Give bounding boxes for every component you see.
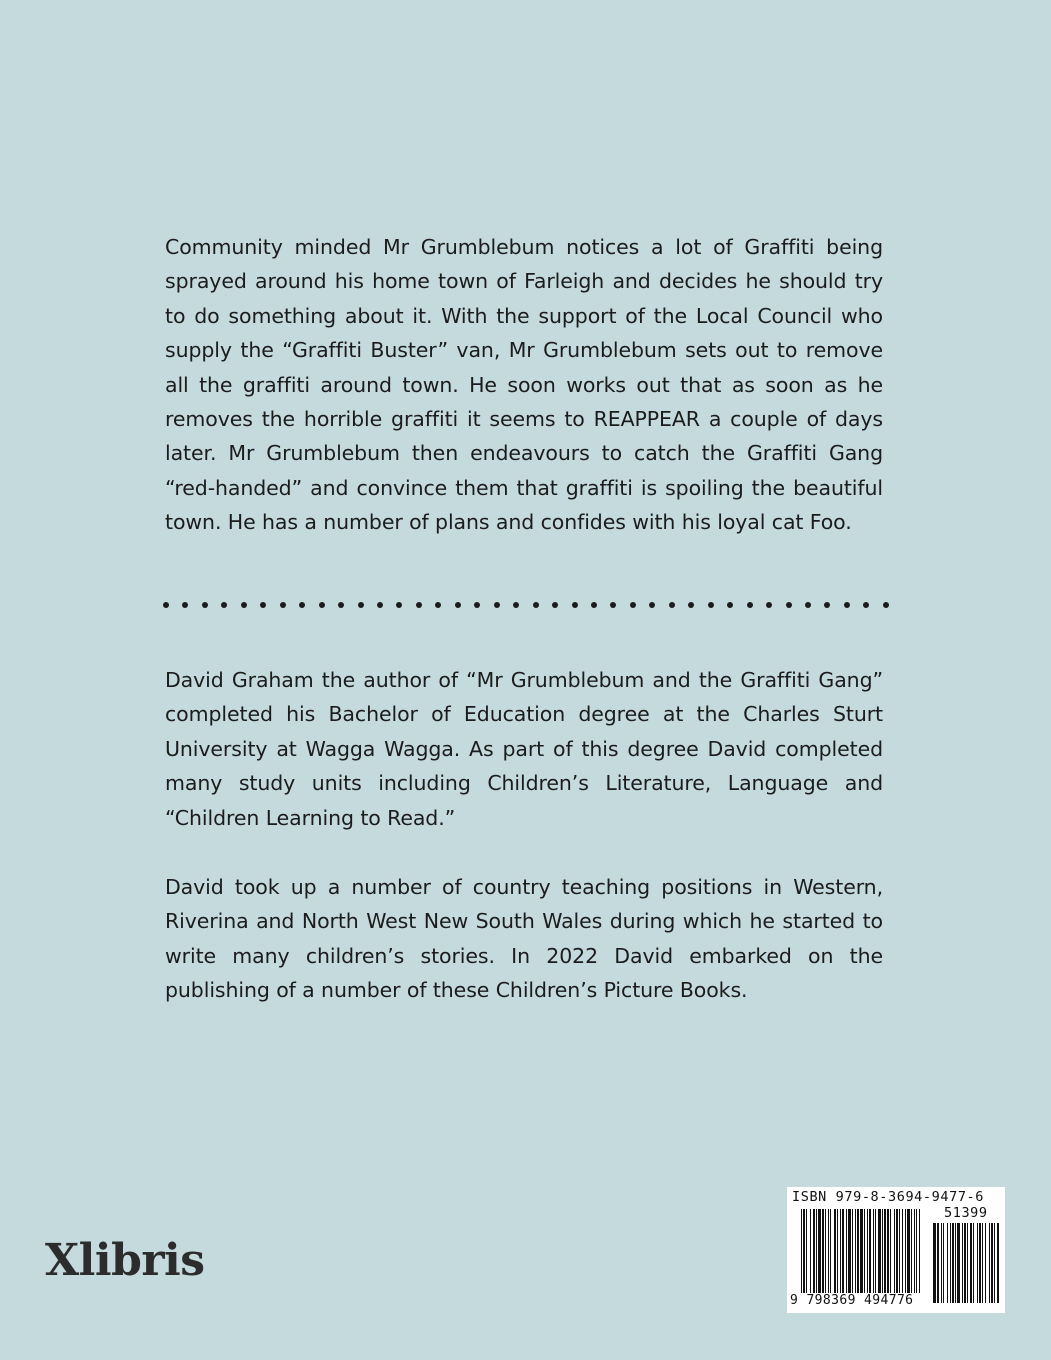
- author-bio-block-2: [165, 870, 883, 1008]
- barcode-bar: [806, 1209, 807, 1293]
- divider-dot: [747, 602, 753, 608]
- barcode-bar: [873, 1209, 874, 1293]
- barcode-addon-bar: [967, 1223, 968, 1303]
- divider-dot: [377, 602, 383, 608]
- barcode-bar: [907, 1209, 910, 1293]
- barcode-bar: [875, 1209, 876, 1293]
- divider-dot: [338, 602, 344, 608]
- barcode-bar: [860, 1209, 863, 1293]
- barcode-addon-bar: [970, 1223, 972, 1303]
- barcode-bar: [902, 1209, 903, 1293]
- barcode-addon-bar: [977, 1223, 978, 1303]
- barcode-addon-bar: [982, 1223, 983, 1303]
- barcode-bar: [855, 1209, 856, 1293]
- barcode-bar: [822, 1209, 824, 1293]
- barcode-bar: [810, 1209, 811, 1293]
- barcode-bar: [884, 1209, 886, 1293]
- barcode-addon-bar: [937, 1223, 939, 1303]
- barcode-bar: [830, 1209, 831, 1293]
- barcode-bar: [857, 1209, 859, 1293]
- barcode-bar: [848, 1209, 851, 1293]
- barcode-addon-bar: [994, 1223, 995, 1303]
- barcode-addon-bar: [989, 1223, 990, 1303]
- divider-dot: [669, 602, 675, 608]
- divider-dot: [396, 602, 402, 608]
- barcode-bar: [890, 1209, 891, 1293]
- barcode-bar: [916, 1209, 917, 1293]
- barcode-addon-bar: [985, 1223, 986, 1303]
- barcode-bar: [816, 1209, 817, 1293]
- divider-dot: [513, 602, 519, 608]
- divider-dot: [241, 602, 247, 608]
- barcode-addon-bar: [955, 1223, 956, 1303]
- divider-dot: [572, 602, 578, 608]
- barcode-addon-bar: [943, 1223, 944, 1303]
- divider-dot: [610, 602, 616, 608]
- barcode-addon-bar: [997, 1223, 999, 1303]
- divider-dot: [824, 602, 830, 608]
- divider-dot: [766, 602, 772, 608]
- barcode-bar: [846, 1209, 847, 1293]
- barcode-bar: [911, 1209, 912, 1293]
- author-bio-paragraph-2: David took up a number of country teaching positions in Western, Riverina and North West New South Wales during which he started to write many children’s stories. In 2022 David embarked on the publishing of a number of these Children’s Picture Books.: [165, 875, 883, 1003]
- barcode-addon-bar: [962, 1223, 963, 1303]
- divider-dot: [280, 602, 286, 608]
- barcode-bar: [869, 1209, 871, 1293]
- barcode-bar: [828, 1209, 829, 1293]
- barcode-addon-bar: [973, 1223, 974, 1303]
- barcode-bar: [896, 1209, 898, 1293]
- barcode-bar: [834, 1209, 836, 1293]
- barcode-bar: [864, 1209, 865, 1293]
- divider-dot: [435, 602, 441, 608]
- barcode-bar: [852, 1209, 853, 1293]
- barcode-addon-bar: [952, 1223, 954, 1303]
- barcode-bar: [919, 1209, 920, 1293]
- divider-dot: [319, 602, 325, 608]
- barcode-bar: [882, 1209, 883, 1293]
- barcode-bar: [840, 1209, 841, 1293]
- synopsis-text-block: [165, 230, 883, 540]
- divider-dot: [630, 602, 636, 608]
- divider-dot: [202, 602, 208, 608]
- synopsis-paragraph: Community minded Mr Grumblebum notices a lot of Graffiti being sprayed around his home town of Farleigh and decides he should try to do something about it. With the support of the Local Council who supply the “Graffiti Buster” van, Mr Grumblebum sets out to remove all the graffiti around town. He soon works out that as soon as he removes the horrible graffiti it seems to REAPPEAR a couple of days later. Mr Grumblebum then endeavours to catch the Graffiti Gang “red-handed” and convince them that graffiti is spoiling the beautiful town. He has a number of plans and confides with his loyal cat Foo.: [165, 235, 883, 535]
- barcode-bar: [801, 1209, 802, 1293]
- barcode-addon-bar: [950, 1223, 951, 1303]
- barcode-bar: [813, 1209, 815, 1293]
- divider-dot: [416, 602, 422, 608]
- divider-dot: [591, 602, 597, 608]
- divider-dot: [182, 602, 188, 608]
- barcode-bar: [818, 1209, 821, 1293]
- barcode-bar: [887, 1209, 889, 1293]
- barcode-bar: [894, 1209, 895, 1293]
- divider-dot: [688, 602, 694, 608]
- divider-dot: [786, 602, 792, 608]
- barcode-addon-bar: [933, 1223, 936, 1303]
- price-code: 51399: [944, 1205, 988, 1221]
- barcode-bar: [825, 1209, 826, 1293]
- divider-dot: [727, 602, 733, 608]
- barcode-addon-bar: [947, 1223, 948, 1303]
- divider-dot: [844, 602, 850, 608]
- barcode-addon-bar: [964, 1223, 966, 1303]
- divider-dot: [474, 602, 480, 608]
- divider-dot: [260, 602, 266, 608]
- barcode-bar: [878, 1209, 881, 1293]
- divider-dot: [708, 602, 714, 608]
- barcode-bar: [905, 1209, 906, 1293]
- divider-dot: [221, 602, 227, 608]
- barcode-box: [787, 1187, 1005, 1313]
- barcode-bar: [899, 1209, 900, 1293]
- divider-dot: [358, 602, 364, 608]
- barcode-bar: [842, 1209, 844, 1293]
- divider-dot: [299, 602, 305, 608]
- barcode-addon-bar: [941, 1223, 942, 1303]
- barcode-addon-bar: [991, 1223, 993, 1303]
- barcode-bar: [803, 1209, 805, 1293]
- divider-dot: [533, 602, 539, 608]
- ean-digits: 9 798369 494776: [790, 1293, 914, 1308]
- author-bio-paragraph-1: David Graham the author of “Mr Grumblebum and the Graffiti Gang” completed his Bachelor of Education degree at the Charles Sturt University at Wagga Wagga. As part of this degree David completed many study units including Children’s Literature, Language and “Children Learning to Read.”: [165, 668, 883, 830]
- barcode-addon-bar: [979, 1223, 981, 1303]
- barcode-bar: [914, 1209, 915, 1293]
- author-bio-block-1: [165, 663, 883, 835]
- publisher-logo: Xlibris: [45, 1235, 205, 1286]
- isbn-label: ISBN 979-8-3694-9477-6: [792, 1189, 985, 1205]
- dot-divider: [163, 599, 889, 611]
- divider-dot: [455, 602, 461, 608]
- divider-dot: [883, 602, 889, 608]
- barcode-addon-bar: [957, 1223, 960, 1303]
- divider-dot: [805, 602, 811, 608]
- divider-dot: [163, 602, 169, 608]
- divider-dot: [494, 602, 500, 608]
- divider-dot: [552, 602, 558, 608]
- barcode-bar: [837, 1209, 838, 1293]
- divider-dot: [649, 602, 655, 608]
- barcode-bar: [867, 1209, 868, 1293]
- divider-dot: [863, 602, 869, 608]
